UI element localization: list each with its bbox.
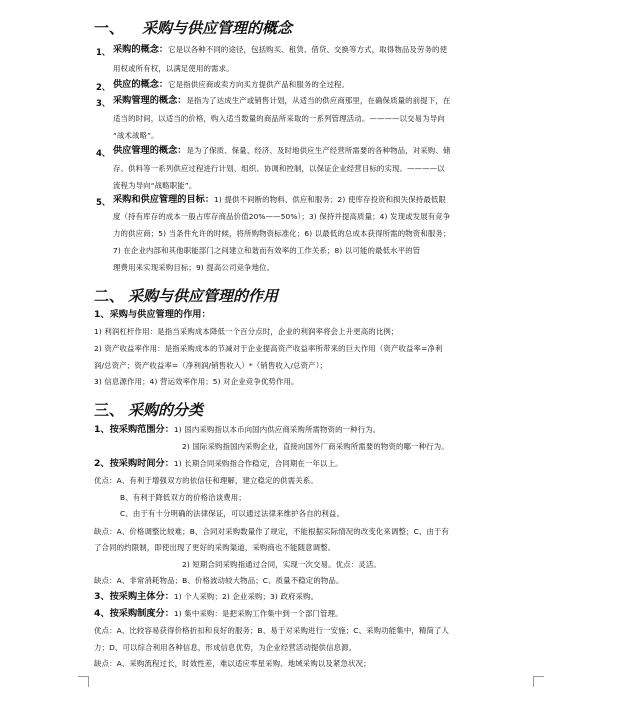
paragraph-line: 2) 短期合同采购指通过合同，实现一次交易。优点：灵活。 (182, 560, 381, 569)
classification-term: 1、按采购范围分： (94, 424, 174, 435)
classification-line: 3、按采购主体分：1) 个人采购；2) 企业采购；3) 政府采购。 (94, 591, 319, 602)
item-line: 采购的概念：它是以各种不同的途径，包括购买、租赁、借贷、交换等方式，取得物品及劳务的使 (113, 44, 448, 55)
section-title: 采购与供应管理的作用 (128, 287, 279, 305)
paragraph-line: 润/总资产；资产收益率=（净利润/销售收入）*（销售收入/总资产）； (94, 361, 328, 370)
item-number: 1、 (96, 48, 111, 58)
classification-line: 1、按采购范围分：1) 国内采购指以本币向国内供应商采购所需物资的一种行为。 (94, 424, 381, 435)
section-number: 二、 (94, 287, 125, 305)
classification-term: 2、按采购时间分： (94, 458, 174, 469)
item-line: 力的供应商；5) 当条件允许的时候，将所购物资标准化；6) 以最低的总成本获得所需的物资和服务； (113, 229, 451, 238)
item-number: 3、 (96, 99, 111, 109)
item-term: 采购的概念： (113, 44, 169, 55)
classification-term: 3、按采购主体分： (94, 591, 174, 602)
paragraph-line: B、有利于降低双方的价格洽谈费用； (120, 493, 246, 502)
item-line: 度（持有库存的成本一般占库存商品价值20%——50%）；3) 保持并提高质量；4) 发现或发展有竞争 (113, 212, 451, 221)
classification-line: 2) 国际采购指国内采购企业，直接向国外厂商采购所需要的物资的哪一种行为。 (182, 442, 449, 451)
section-title: 采购与供应管理的概念 (142, 19, 293, 37)
paragraph-line: 了合同的约限制，即使出现了更好的采购渠道，采购商也不能随意调整。 (94, 543, 336, 552)
item-term: 采购和供应管理的目标： (113, 194, 215, 205)
paragraph-line: 优点：A、比较容易获得价格折扣和良好的服务；B、易于对采购进行一安施；C、采购功能集中，精简了人 (94, 626, 450, 635)
item-number: 4、 (96, 149, 111, 159)
paragraph-line: 缺点：A、采购流程过长，时效性差，难以适应零星采购、地域采购以及紧急状况； (94, 659, 371, 668)
item-term: 供应管理的概念： (113, 145, 187, 156)
section-heading-1 (94, 17, 292, 38)
item-line: 7) 在企业内部和其他职能部门之间建立和谐而有效率的工作关系；8) 以可能的最低水平的管 (113, 246, 421, 255)
section-number: 一、 (94, 19, 125, 37)
section-heading-2 (94, 285, 278, 306)
paragraph-line: 2) 资产收益率作用：是指采购成本的节减对于企业提高资产收益率所带来的巨大作用（资产收益率=净利 (94, 344, 443, 353)
paragraph-line: 力；D、可以综合利用各种信息，形成信息优势，为企业经营活动提供信息源。 (94, 643, 357, 652)
section-number: 三、 (94, 401, 125, 419)
item-number: 2、 (96, 83, 111, 93)
classification-line: 4、按采购制度分：1) 集中采购：是把采购工作集中到一个部门管理。 (94, 608, 343, 619)
classification-term: 4、按采购制度分： (94, 608, 174, 619)
item-number: 5、 (96, 198, 111, 208)
paragraph-line: C、由于有十分明确的法律保证，可以通过法律来维护各自的利益。 (120, 509, 344, 518)
item-line: 存、供料等一系列供应过程进行计划、组织、协调和控制，以保证企业经营目标的实现。————以 (113, 164, 445, 173)
paragraph-line: 1) 利润杠杆作用：是指当采购成本降低一个百分点时，企业的利润率将会上升更高的比例； (94, 327, 399, 336)
item-line: 用权或所有权，以满足使用的需求。 (113, 64, 234, 73)
paragraph-line: 缺点：A、非常消耗物品；B、价格波动较大物品；C、质量不稳定的物品。 (94, 576, 344, 585)
item-line: 采购管理的概念：是指为了达成生产或销售计划，从适当的供应商那里，在确保质量的前提下，在 (113, 95, 451, 106)
item-line: 理费用来实现采购目标；9) 提高公司竞争地位。 (113, 263, 275, 272)
subsection-title: 1、采购与供应管理的作用： (94, 309, 211, 320)
item-line: 供应的概念：它是指供应商或卖方向买方提供产品和服务的全过程。 (113, 79, 350, 90)
item-line: 采购和供应管理的目标：1) 提供不间断的物料、供应和服务；2) 使库存投资和损失保持最低限 (113, 194, 446, 205)
item-line: “战术战略”。 (113, 131, 159, 140)
item-line: 适当的时间，以适当的价格，购入适当数量的商品所采取的一系列管理活动。————以交易为导向 (113, 114, 445, 123)
corner-mark (78, 676, 89, 687)
item-line: 供应管理的概念：是为了保质、保量、经济、及时地供应生产经营所需要的各种物品，对采购、储 (113, 145, 451, 156)
item-term: 供应的概念： (113, 79, 169, 90)
paragraph-line: 优点：A、有利于增强双方的依信任和理解，建立稳定的供需关系。 (94, 476, 318, 485)
section-title: 采购的分类 (128, 401, 204, 419)
paragraph-line: 3) 信息源作用；4) 营运效率作用；5) 对企业竞争优势作用。 (94, 377, 299, 386)
section-heading-3 (94, 399, 203, 420)
corner-mark (533, 676, 544, 687)
item-term: 采购管理的概念： (113, 95, 187, 106)
item-line: 流程为导向“战略职能”。 (113, 181, 197, 190)
classification-line: 2、按采购时间分：1) 长期合同采购指合作稳定，合同期在一年以上。 (94, 458, 343, 469)
paragraph-line: 缺点：A、价格调整比较难；B、合同对采购数量作了规定，不能根据实际情况的改变化来调整；C、由于有 (94, 527, 450, 536)
